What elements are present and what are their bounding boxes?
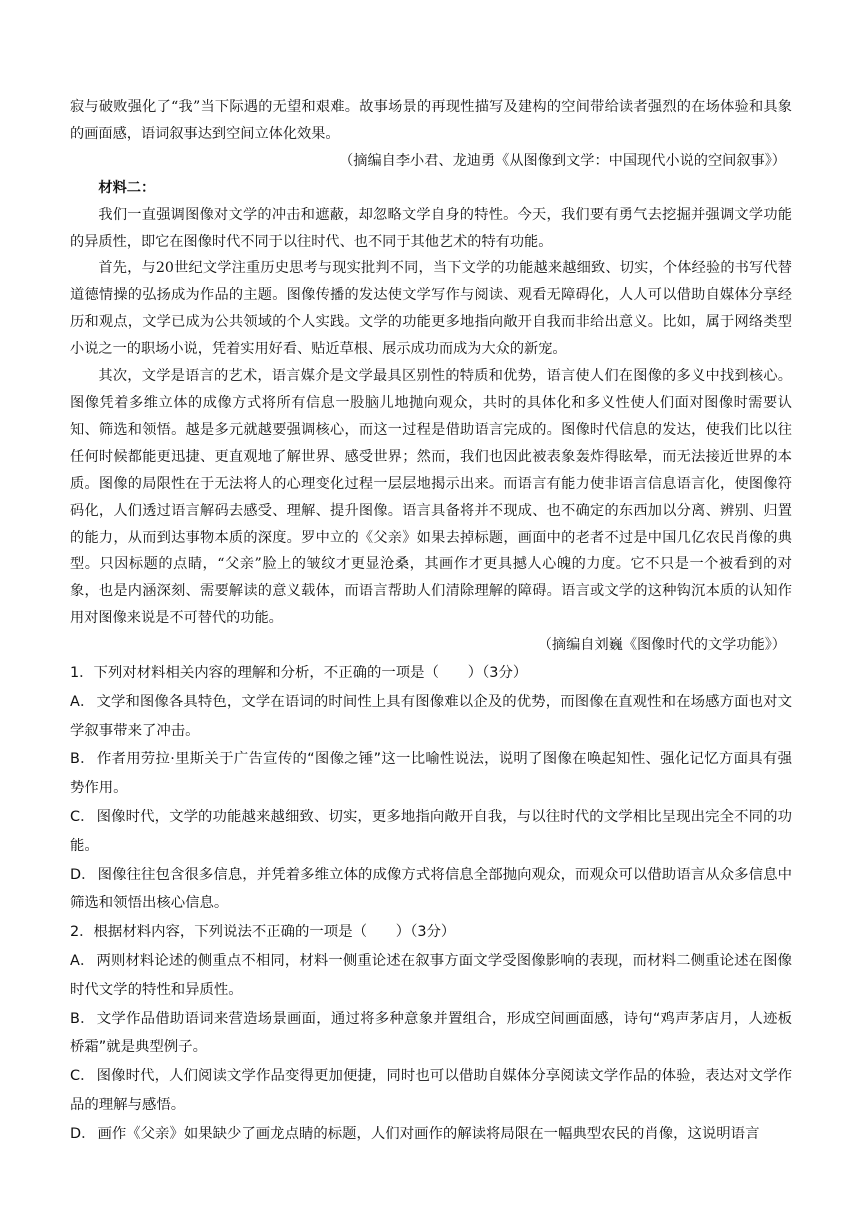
- option-text: 图像往往包含很多信息，并凭着多维立体的成像方式将信息全部抛向观众，而观众可以借助语言从众多信息中筛选和领悟出核心信息。: [70, 866, 792, 912]
- option-text: 画作《父亲》如果缺少了画龙点睛的标题，人们对画作的解读将局限在一幅典型农民的肖像，这说明语言: [97, 1125, 760, 1142]
- option-key: D．: [70, 866, 96, 883]
- option-key: A．: [70, 693, 95, 710]
- material-one-paragraph-end: 寂与破败强化了“我”当下际遇的无望和艰难。故事场景的再现性描写及建构的空间带给读者强烈的在场体验和具象的画面感，语词叙事达到空间立体化效果。: [70, 99, 792, 142]
- material-two-source: （摘编自刘巍《图像时代的文学功能》）: [537, 637, 786, 654]
- option-key: B．: [70, 751, 95, 768]
- option-key: C．: [70, 1068, 95, 1085]
- material-one-source: （摘编自李小君、龙迪勇《从图像到文学：中国现代小说的空间叙事》）: [339, 152, 786, 169]
- answer-option-c[interactable]: [70, 803, 792, 861]
- page-content: [70, 94, 792, 1149]
- material-two-paragraph: 首先，与20世纪文学注重历史思考与现实批判不同，当下文学的功能越来越细致、切实，个体经验的书写代替道德情操的弘扬成为作品的主题。图像传播的发达使文学写作与阅读、观看无障碍化，人人可以借助自媒体分享经历和观点，文学已成为公共领域的个人实践。文学的功能更多地指向敞开自我而非给出意义。比如，属于网络类型小说之一的职场小说，凭着实用好看、贴近草根、展示成功而成为大众的新宠。: [70, 260, 792, 358]
- material-two-paragraph: 其次，文学是语言的艺术，语言媒介是文学最具区别性的特质和优势，语言使人们在图像的多义中找到核心。图像凭着多维立体的成像方式将所有信息一股脑儿地抛向观众，共时的具体化和多义性使人们面对图像时需要认知、筛选和领悟。越是多元就越要强调核心，而这一过程是借助语言完成的。图像时代信息的发达，使我们比以往任何时候都能更迅捷、更直观地了解世界、感受世界；然而，我们也因此被表象轰炸得眩晕，而无法接近世界的本质。图像的局限性在于无法将人的心理变化过程一层层地揭示出来。而语言有能力使非语言信息语言化，使图像符码化，人们透过语言解码去感受、理解、提升图像。语言具备将并不现成、也不确定的东西加以分离、辨别、归置的能力，从而到达事物本质的深度。罗中立的《父亲》如果去掉标题，画面中的老者不过是中国几亿农民肖像的典型。只因标题的点睛，“父亲”脸上的皱纹才更显沧桑，其画作才更具撼人心魄的力度。它不只是一个被看到的对象，也是内涵深刻、需要解读的意义载体，而语言帮助人们清除理解的障碍。语言或文学的这种钩沉本质的认知作用对图像来说是不可替代的功能。: [70, 368, 792, 627]
- option-text: 两则材料论述的侧重点不相同，材料一侧重论述在叙事方面文学受图像影响的表现，而材料二侧重论述在图像时代文学的特性和异质性。: [70, 953, 792, 998]
- option-text: 文学作品借助语词来营造场景画面，通过将多种意象并置组合，形成空间画面感，诗句“鸡声茅店月，人迹板桥霜”就是典型例子。: [70, 1010, 792, 1056]
- answer-option-d[interactable]: [70, 1120, 792, 1149]
- option-key: D．: [70, 1125, 96, 1142]
- option-key: B．: [70, 1010, 95, 1027]
- question-1: [70, 659, 792, 918]
- question-2: [70, 918, 792, 1148]
- option-key: C．: [70, 809, 95, 826]
- question-stem: 2．根据材料内容，下列说法不正确的一项是（ ）（3分）: [70, 924, 456, 941]
- material-two-paragraph: 我们一直强调图像对文学的冲击和遮蔽，却忽略文学自身的特性。今天，我们要有勇气去挖掘并强调文学功能的异质性，即它在图像时代不同于以往时代、也不同于其他艺术的特有功能。: [70, 206, 792, 250]
- material-two-heading: 材料二：: [98, 179, 156, 196]
- answer-option-a[interactable]: [70, 947, 792, 1005]
- option-text: 文学和图像各具特色，文学在语词的时间性上具有图像难以企及的优势，而图像在直观性和在场感方面也对文学叙事带来了冲击。: [70, 693, 792, 739]
- answer-option-b[interactable]: [70, 1005, 792, 1063]
- answer-option-b[interactable]: [70, 745, 792, 803]
- answer-option-d[interactable]: [70, 861, 792, 919]
- option-text: 作者用劳拉·里斯关于广告宣传的“图像之锤”这一比喻性说法，说明了图像在唤起知性、强化记忆方面具有强势作用。: [70, 751, 792, 797]
- answer-option-c[interactable]: [70, 1062, 792, 1120]
- option-text: 图像时代，文学的功能越来越细致、切实，更多地指向敞开自我，与以往时代的文学相比呈现出完全不同的功能。: [70, 809, 792, 854]
- answer-option-a[interactable]: [70, 688, 792, 746]
- option-text: 图像时代，人们阅读文学作品变得更加便捷，同时也可以借助自媒体分享阅读文学作品的体验，表达对文学作品的理解与感悟。: [70, 1068, 792, 1113]
- question-stem: 1．下列对材料相关内容的理解和分析，不正确的一项是（ ）（3分）: [70, 665, 528, 682]
- option-key: A．: [70, 953, 95, 969]
